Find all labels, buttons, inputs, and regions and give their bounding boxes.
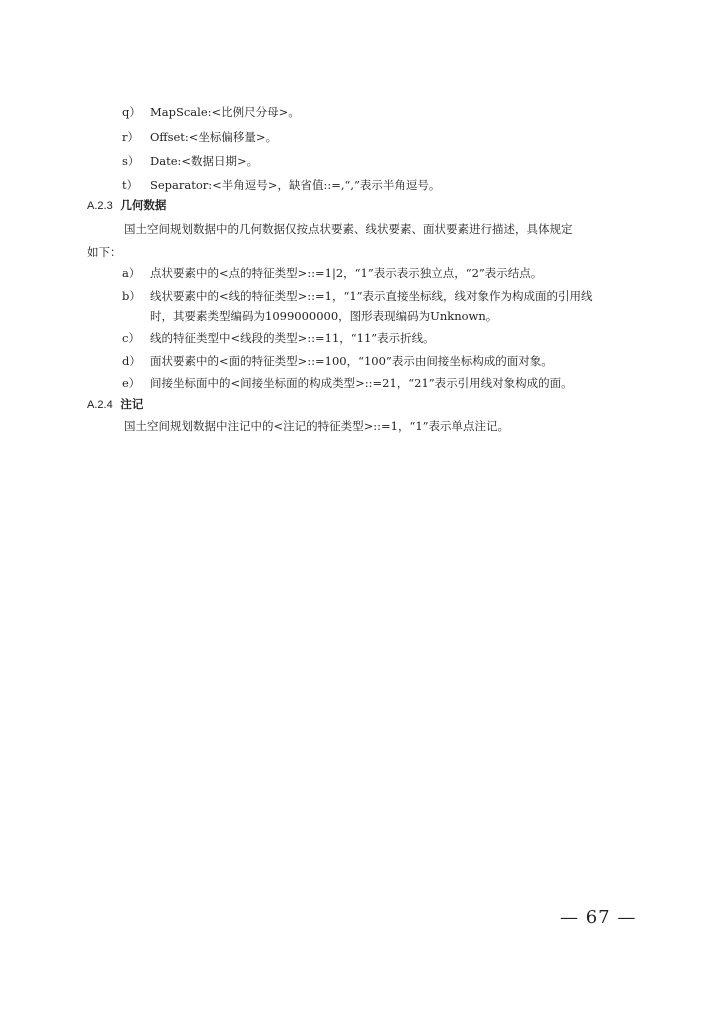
list-item-text: 时，其要素类型编码为1099000000，图形表现编码为Unknown。	[150, 309, 498, 323]
list-item-label: a）	[122, 266, 141, 280]
section-intro-line-2: 如下：	[87, 245, 122, 259]
section-intro-line-1: 国土空间规划数据中的几何数据仅按点状要素、线状要素、面状要素进行描述，具体规定	[124, 222, 573, 236]
section-a24-paragraph: 国土空间规划数据中注记中的<注记的特征类型>::=1，“1”表示单点注记。	[124, 419, 510, 433]
list-item-text: MapScale:<比例尺分母>。	[150, 105, 300, 119]
list-item-label: t）	[122, 178, 139, 192]
page-number: — 67 —	[560, 907, 637, 928]
list-item-label: e）	[122, 376, 141, 390]
list-item-label: r）	[122, 130, 139, 144]
list-item-label: b）	[122, 289, 141, 303]
list-item-text: Offset:<坐标偏移量>。	[150, 130, 278, 144]
list-item-text: 面状要素中的<面的特征类型>::=100，“100”表示由间接坐标构成的面对象。	[150, 354, 553, 368]
list-item-text: 线的特征类型中<线段的类型>::=11，“11”表示折线。	[150, 331, 435, 345]
list-item-label: s）	[122, 154, 140, 168]
list-item-text: 线状要素中的<线的特征类型>::=1，“1”表示直接坐标线，线对象作为构成面的引用线	[150, 289, 593, 303]
section-title: 注记	[120, 397, 144, 411]
list-item-label: d）	[122, 354, 141, 368]
list-item-text: Date:<数据日期>。	[150, 154, 259, 168]
section-title: 几何数据	[120, 198, 167, 212]
list-item-text: 点状要素中的<点的特征类型>::=1|2，“1”表示表示独立点，“2”表示结点。	[150, 266, 543, 280]
list-item-text: 间接坐标面中的<间接坐标面的构成类型>::=21，“21”表示引用线对象构成的面。	[150, 376, 573, 390]
list-item-label: q）	[122, 105, 141, 119]
list-item-label: c）	[122, 331, 140, 345]
section-number: A.2.3	[87, 200, 113, 212]
list-item-text: Separator:<半角逗号>，缺省值::=,“,”表示半角逗号。	[150, 178, 441, 192]
section-heading-a24	[87, 396, 143, 413]
section-number: A.2.4	[87, 399, 113, 411]
section-heading-a23	[87, 197, 166, 214]
